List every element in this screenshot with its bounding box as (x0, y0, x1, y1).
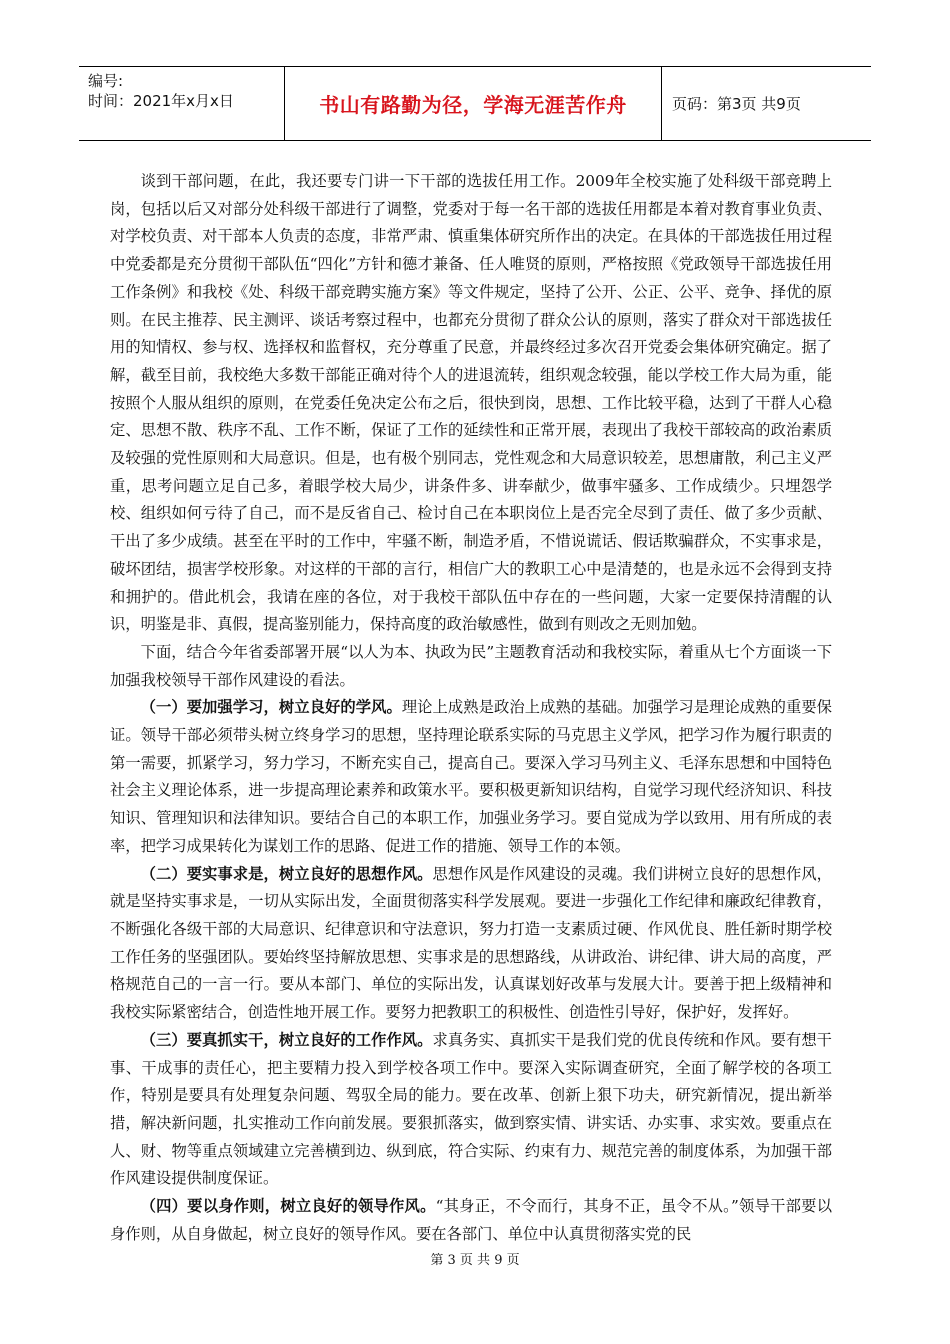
header-motto: 书山有路勤为径，学海无涯苦作舟 (285, 67, 662, 140)
paragraph-text: 思想作风是作风建设的灵魂。我们讲树立良好的思想作风，就是坚持实事求是，一切从实际出发，全面贯彻落实科学发展观。要进一步强化工作纪律和廉政纪律教育，不断强化各级干部的大局意识、纪律意识和守法意识，努力打造一支素质过硬、作风优良、胜任新时期学校工作任务的坚强团队。要始终坚持解放思想、实事求是的思想路线，从讲政治、讲纪律、讲大局的高度，严格规范自己的一言一行。要从本部门、单位的实际出发，认真谋划好改革与发展大计。要善于把上级精神和我校实际紧密结合，创造性地开展工作。要努力把教职工的积极性、创造性引导好，保护好，发挥好。 (110, 864, 832, 1022)
paragraph-text: 理论上成熟是政治上成熟的基础。加强学习是理论成熟的重要保证。领导干部必须带头树立终身学习的思想，坚持理论联系实际的马克思主义学风，把学习作为履行职责的第一需要，抓紧学习，努力学习，不断充实自己，提高自己。要深入学习马列主义、毛泽东思想和中国特色社会主义理论体系，进一步提高理论素养和政策水平。要积极更新知识结构，自觉学习现代经济知识、科技知识、管理知识和法律知识。要结合自己的本职工作，加强业务学习。要自觉成为学以致用、用有所成的表率，把学习成果转化为谋划工作的思路、促进工作的措施、领导工作的本领。 (110, 698, 832, 855)
paragraph-lead: （二）要实事求是，树立良好的思想作风。 (140, 864, 433, 883)
paragraph (110, 861, 832, 1027)
page-header (79, 66, 871, 141)
paragraph (110, 168, 832, 639)
paragraph-text: 求真务实、真抓实干是我们党的优良传统和作风。要有想干事、干成事的责任心，把主要精力投入到学校各项工作中。要深入实际调查研究，全面了解学校的各项工作，特别是要具有处理复杂问题、驾驭全局的能力。要在改革、创新上狠下功夫，研究新情况，提出新举措，解决新问题，扎实推动工作向前发展。要狠抓落实，做到察实情、讲实话、办实事、求实效。要重点在人、财、物等重点领域建立完善横到边、纵到底，符合实际、约束有力、规范完善的制度体系，为加强干部作风建设提供制度保证。 (110, 1030, 832, 1188)
paragraph-text: 下面，结合今年省委部署开展“以人为本、执政为民”主题教育活动和我校实际，着重从七个方面谈一下加强我校领导干部作风建设的看法。 (110, 642, 832, 689)
paragraph-lead: （三）要真抓实干，树立良好的工作作风。 (140, 1030, 433, 1049)
paragraph (110, 694, 832, 860)
paragraph (110, 639, 832, 694)
paragraph-lead: （四）要以身作则，树立良好的领导作风。 (140, 1197, 436, 1216)
header-page-info: 页码：第3页 共9页 (672, 95, 801, 113)
number-label: 编号: (88, 72, 124, 90)
paragraph-lead: （一）要加强学习，树立良好的学风。 (140, 698, 402, 717)
time-label: 时间：2021年x月x日 (88, 92, 234, 110)
paragraph-text: “其身正，不令而行，其身不正，虽令不从。”领导干部要以身作则，从自身做起，树立良好的领导作风。要在各部门、单位中认真贯彻落实党的民 (110, 1197, 832, 1243)
paragraph-text: 谈到干部问题，在此，我还要专门讲一下干部的选拔任用工作。2009年全校实施了处科级干部竞聘上岗，包括以后又对部分处科级干部进行了调整，党委对于每一名干部的选拔任用都是本着对教育事业负责、对学校负责、对干部本人负责的态度，非常严肃、慎重集体研究所作出的决定。在具体的干部选拔任用过程中党委都是充分贯彻干部队伍“四化”方针和德才兼备、任人唯贤的原则，严格按照《党政领导干部选拔任用工作条例》和我校《处、科级干部竞聘实施方案》等文件规定，坚持了公开、公正、公平、竞争、择优的原则。在民主推荐、民主测评、谈话考察过程中，也都充分贯彻了群众公认的原则，落实了群众对干部选拔任用的知情权、参与权、选择权和监督权，充分尊重了民意，并最终经过多次召开党委会集体研究确定。据了解，截至目前，我校绝大多数干部能正确对待个人的进退流转，组织观念较强，能以学校工作大局为重，能按照个人服从组织的原则，在党委任免决定公布之后，很快到岗，思想、工作比较平稳，达到了干群人心稳定、思想不散、秩序不乱、工作不断，保证了工作的延续性和正常开展，表现出了我校干部较高的政治素质及较强的党性原则和大局意识。但是，也有极个别同志，党性观念和大局意识较差，思想庸散，利己主义严重，思考问题立足自己多，着眼学校大局少，讲条件多、讲奉献少，做事牢骚多、工作成绩少。只埋怨学校、组织如何亏待了自己，而不是反省自己、检讨自己在本职岗位上是否完全尽到了责任、做了多少贡献、干出了多少成绩。甚至在平时的工作中，牢骚不断，制造矛盾，不惜说谎话、假话欺骗群众，不实事求是，破坏团结，损害学校形象。对这样的干部的言行，相信广大的教职工心中是清楚的，也是永远不会得到支持和拥护的。借此机会，我请在座的各位，对于我校干部队伍中存在的一些问题，大家一定要保持清醒的认识，明鉴是非、真假，提高鉴别能力，保持高度的政治敏感性，做到有则改之无则加勉。 (110, 172, 832, 634)
paragraph (110, 1027, 832, 1193)
header-meta (79, 67, 285, 140)
footer-page-number: 第 3 页 共 9 页 (430, 1253, 520, 1268)
paragraph (110, 1193, 832, 1248)
page-footer (0, 1249, 950, 1268)
document-body (110, 168, 832, 1248)
